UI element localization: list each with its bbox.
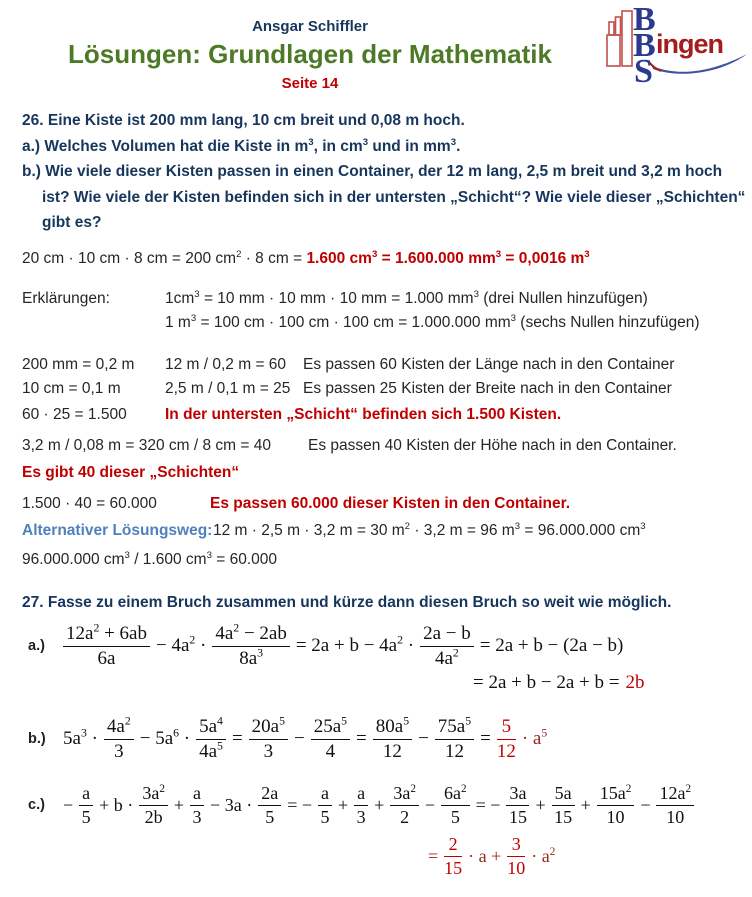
fraction-denominator: $8a^3$ — [239, 646, 264, 669]
tower-icon — [607, 11, 632, 66]
equation-term: + — [374, 794, 385, 815]
fraction — [63, 623, 150, 670]
fraction-denominator: 10 — [507, 857, 526, 878]
equation-c — [28, 783, 752, 828]
fraction-numerator: 2a — [258, 783, 281, 806]
fraction-numerator: 2a − b — [420, 623, 474, 647]
solution-text-segment: 12 m / 0,2 m = 60 — [165, 355, 287, 373]
fraction-numerator: 2 — [444, 834, 462, 857]
fraction — [318, 783, 332, 828]
equation-term: − $5a^6$ · — [139, 726, 191, 749]
fraction-numerator: $75a^5$ — [435, 716, 474, 740]
solution-line — [22, 462, 752, 483]
fraction-denominator: $4a^5$ — [199, 739, 223, 762]
solution-text-segment: 1.600 $cm^3 = 1.600.000$ $mm^3 = 0,0016$ $m^3$ — [306, 248, 590, 267]
fraction-numerator: 3 — [507, 834, 525, 857]
fraction — [420, 623, 474, 670]
fraction — [249, 716, 288, 763]
equation-term: − $4a^2$ · — [155, 633, 207, 656]
problem-26-title: 26. Eine Kiste ist 200 mm lang, 10 cm breit und 0,08 m hoch. — [22, 112, 465, 129]
fraction-numerator: $15a^2$ — [597, 783, 635, 806]
solution-line — [22, 549, 752, 570]
fraction-numerator: $25a^5$ — [311, 716, 350, 740]
problem-26-part-b-line1: b.) Wie viele dieser Kisten passen in einen Container, der 12 m lang, 2,5 m breit und 3,2 m hoch — [22, 163, 723, 180]
fraction-numerator: $3a^2$ — [390, 783, 419, 806]
fraction-denominator: 5 — [450, 806, 460, 827]
equation-term: − — [424, 794, 436, 815]
equation-a-line1 — [60, 623, 626, 670]
page-title: Lösungen: Grundlagen der Mathematik — [68, 39, 552, 69]
equation-b-label: b.) — [28, 731, 46, 747]
equation-term: + — [535, 794, 546, 815]
logo-letter-s: S — [634, 53, 653, 89]
equation-term: = — [356, 728, 367, 749]
school-logo-graphic — [600, 3, 750, 89]
page-number: Seite 14 — [281, 75, 339, 92]
equation-c-label: c.) — [28, 797, 45, 813]
fraction-numerator: a — [318, 783, 332, 806]
fraction-numerator: $6a^2$ — [441, 783, 470, 806]
equation-term: = 2a + b − (2a − b) — [479, 635, 624, 656]
fraction-denominator: 15 — [554, 806, 573, 827]
equation-term: = — [231, 728, 243, 749]
fraction — [435, 716, 474, 763]
fraction-denominator: 4 — [325, 740, 336, 762]
equation-term: − — [293, 728, 305, 749]
fraction-numerator: $5a^4$ — [196, 716, 226, 740]
fraction-denominator: 2b — [144, 806, 163, 827]
fraction-numerator: 5 — [497, 716, 516, 740]
equation-term: + — [580, 794, 591, 815]
problem-27 — [22, 592, 752, 613]
fraction-numerator: a — [190, 783, 204, 806]
solution-text-segment: 96.000.000 $cm^3 / 1.600$ $cm^3 = 60.000$ — [22, 549, 277, 568]
fraction-denominator: 15 — [508, 806, 527, 827]
fraction-numerator: $12a^2$ — [656, 783, 694, 806]
fraction — [79, 783, 93, 828]
solution-text-segment: Es passen 60 Kisten der Länge nach in den Container — [303, 355, 675, 373]
solution-text-segment: In der untersten „Schicht“ befinden sich 1.500 Kisten. — [165, 405, 562, 423]
solution-text-segment: Erklärungen: — [22, 289, 110, 307]
equation-term: − — [418, 728, 429, 749]
solution-text-segment: 1.500 · 40 = 60.000 — [22, 494, 157, 512]
fraction — [104, 716, 134, 763]
fraction-denominator: 15 — [444, 857, 463, 878]
equation-term: − 3a · — [210, 794, 253, 815]
problem-26-part-b-line3: gibt es? — [42, 214, 102, 231]
solution-text-segment: 3,2 m / 0,08 m = 320 cm / 8 cm = 40 — [22, 436, 271, 454]
solution-line — [22, 435, 752, 456]
fraction-denominator: 5 — [265, 806, 275, 827]
solution-26 — [22, 248, 752, 570]
solution-text-segment: $1cm^3 = 10$ mm · 10 mm · 10 mm = 1.000 $mm^3$ (drei Nullen hinzufügen) — [165, 288, 648, 307]
solution-text-segment: 2,5 m / 0,1 m = 25 — [165, 379, 291, 397]
solution-line — [22, 248, 752, 269]
fraction — [212, 623, 289, 670]
solution-line — [22, 378, 752, 399]
equation-a — [28, 623, 752, 670]
fraction-numerator: $12a^2 + 6ab$ — [63, 623, 150, 647]
solution-line — [22, 312, 752, 333]
equation-c-line2 — [425, 834, 752, 879]
fraction-numerator: $4a^2$ — [104, 716, 134, 740]
fraction — [373, 716, 412, 763]
fraction — [258, 783, 281, 828]
equation-term: = 2a + b − 2a + b = — [473, 671, 620, 693]
equation-c-line1 — [60, 783, 697, 828]
equation-term: 2b — [625, 671, 645, 693]
fraction-denominator: 3 — [114, 740, 124, 762]
equation-term: = — [480, 728, 491, 749]
problem-26-part-b-line2: ist? Wie viele der Kisten befinden sich in der untersten „Schicht“? Wie viele dieser „Schichten“ — [42, 188, 746, 206]
solution-text-segment: Alternativer Lösungsweg: — [22, 521, 213, 539]
solution-text-segment: Es gibt 40 dieser „Schichten“ — [22, 463, 240, 481]
equation-term: · $a^5$ — [521, 726, 548, 749]
fraction-numerator: $20a^5$ — [249, 716, 288, 740]
fraction-denominator: $4a^2$ — [434, 646, 459, 669]
equation-a-line2 — [470, 672, 752, 694]
fraction-numerator: $3a^2$ — [139, 783, 168, 806]
fraction — [390, 783, 419, 828]
fraction — [506, 783, 529, 828]
fraction — [354, 783, 368, 828]
fraction — [190, 783, 204, 828]
author-name: Ansgar Schiffler — [252, 18, 368, 35]
problem-26 — [22, 108, 752, 236]
solution-text-segment: Es passen 40 Kisten der Höhe nach in den Container. — [308, 436, 677, 454]
fraction — [656, 783, 694, 828]
fraction-denominator: 2 — [400, 806, 410, 827]
logo-letter-b1: B — [633, 3, 656, 38]
solution-text-segment: 10 cm = 0,1 m — [22, 379, 121, 397]
header — [0, 0, 752, 92]
fraction-numerator: 3a — [506, 783, 529, 806]
fraction — [139, 783, 168, 828]
problem-26-part-a: a.) Welches Volumen hat die Kiste in $m^3$, in $cm^3$ und in $mm^3$. — [22, 136, 461, 155]
fraction-denominator: 10 — [606, 806, 625, 827]
fraction-numerator: 5a — [552, 783, 575, 806]
solution-text-segment: 20 cm · 10 cm · 8 cm = 200 $cm^2 \cdot 8$ cm = — [22, 248, 307, 267]
fraction — [507, 834, 525, 879]
fraction — [597, 783, 635, 828]
equation-term: · $a^2$ — [531, 845, 556, 866]
equation-a-label: a.) — [28, 638, 45, 654]
equation-term: − — [63, 794, 74, 815]
equation-term: + — [173, 794, 185, 815]
equation-b — [28, 716, 752, 763]
solution-text-segment: Es passen 60.000 dieser Kisten in den Container. — [210, 494, 571, 512]
fraction — [441, 783, 470, 828]
solution-line — [22, 520, 752, 541]
fraction — [552, 783, 575, 828]
fraction — [311, 716, 350, 763]
fraction — [196, 716, 226, 763]
fraction-denominator: 5 — [320, 806, 330, 827]
equation-term: = $2a + b - 4a^2$ · — [295, 633, 415, 656]
solution-text-segment: 200 mm = 0,2 m — [22, 355, 135, 373]
fraction-numerator: a — [354, 783, 368, 806]
fraction — [497, 716, 516, 763]
equation-term: + b · — [99, 794, 134, 815]
equation-term: − — [640, 794, 651, 815]
solution-text-segment: 12 m · 2,5 m · 3,2 m = 30 $m^2 \cdot 3,2$ m = 96 $m^3 = 96.000.000$ $cm^3$ — [213, 520, 646, 539]
logo-word-ingen: ingen — [656, 29, 723, 59]
equation-term: · a + — [468, 845, 502, 866]
fraction-denominator: 5 — [81, 806, 91, 827]
logo-letter-b2: B — [633, 27, 656, 64]
fraction-denominator: 10 — [666, 806, 685, 827]
solution-text-segment: 1 $m^3 = 100$ cm · 100 cm · 100 cm = 1.000.000 $mm^3$ (sechs Nullen hinzufügen) — [165, 312, 700, 331]
equation-term: = — [428, 845, 439, 866]
fraction-denominator: 3 — [263, 740, 274, 762]
equation-b-line1 — [60, 716, 550, 763]
fraction-denominator: 12 — [382, 740, 402, 762]
fraction-denominator: 6a — [97, 647, 116, 669]
fraction-denominator: 12 — [496, 740, 516, 762]
solution-line — [22, 354, 752, 375]
fraction-numerator: $4a^2 - 2ab$ — [212, 623, 289, 647]
solution-text-segment: 60 · 25 = 1.500 — [22, 405, 127, 423]
fraction-denominator: 3 — [356, 806, 366, 827]
bbs-bingen-logo — [600, 3, 750, 89]
equation-term: + — [338, 794, 349, 815]
fraction-denominator: 12 — [444, 740, 464, 762]
fraction-numerator: a — [79, 783, 93, 806]
solution-line — [22, 404, 752, 425]
solution-text-segment: Es passen 25 Kisten der Breite nach in den Container — [303, 379, 672, 397]
problem-27-title: 27. Fasse zu einem Bruch zusammen und kürze dann diesen Bruch so weit wie möglich. — [22, 593, 672, 611]
solution-line — [22, 493, 752, 514]
fraction-denominator: 3 — [192, 806, 202, 827]
solution-line — [22, 288, 752, 309]
equation-term: = − — [475, 794, 501, 815]
equation-term: = − — [287, 794, 312, 815]
fraction-numerator: $80a^5$ — [373, 716, 412, 740]
equation-term: $5a^3$ · — [63, 726, 98, 749]
fraction — [444, 834, 462, 879]
